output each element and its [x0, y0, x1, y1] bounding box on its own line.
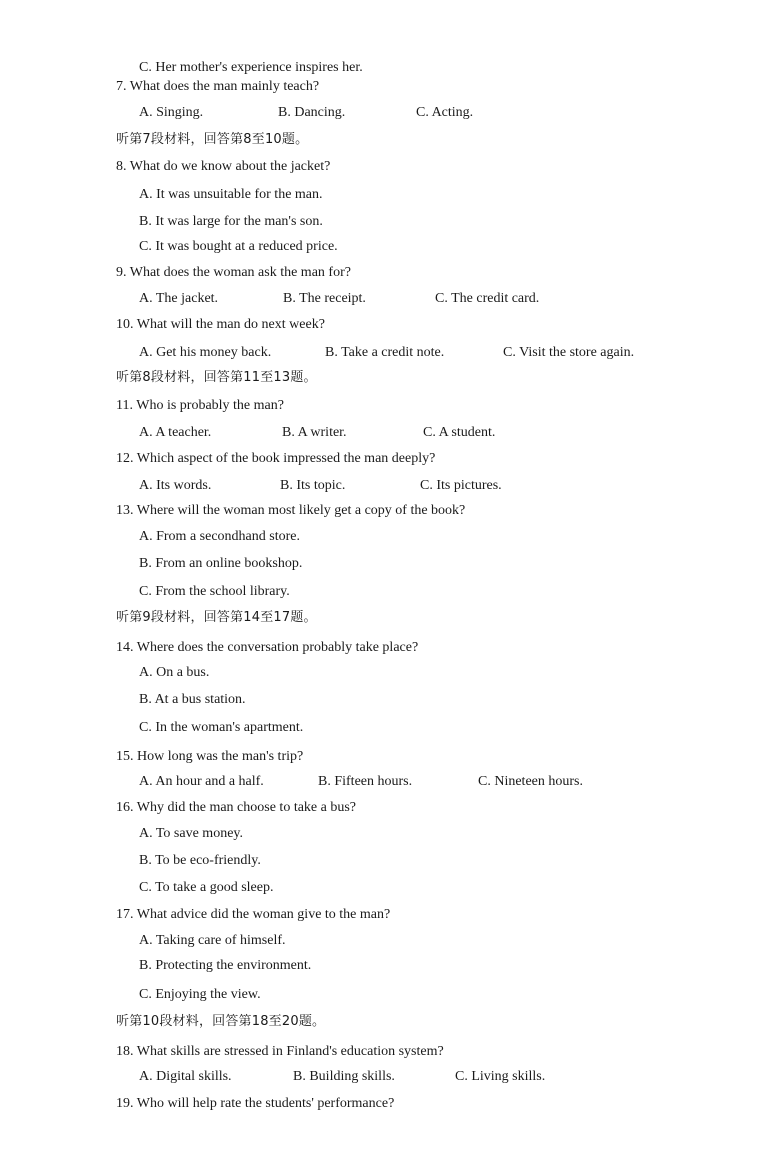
question-19: 19. Who will help rate the students' performance?: [116, 1096, 395, 1111]
question-15: 15. How long was the man's trip?: [116, 749, 304, 764]
option-c: C. A student.: [423, 425, 496, 440]
option-c: C. It was bought at a reduced price.: [139, 239, 338, 254]
option-c: C. In the woman's apartment.: [139, 720, 304, 735]
section-heading: 听第8段材料，回答第11至13题。: [116, 370, 317, 385]
question-8: 8. What do we know about the jacket?: [116, 159, 331, 174]
option-a: A. A teacher.: [139, 425, 212, 440]
option-a: A. From a secondhand store.: [139, 529, 300, 544]
option-b: B. Protecting the environment.: [139, 958, 312, 973]
option-b: B. From an online bookshop.: [139, 556, 303, 571]
option-a: A. An hour and a half.: [139, 774, 264, 789]
question-17: 17. What advice did the woman give to the man?: [116, 907, 391, 922]
option-a: A. Its words.: [139, 478, 212, 493]
option-c: C. Living skills.: [455, 1069, 546, 1084]
option-c: C. The credit card.: [435, 291, 540, 306]
option-b: B. A writer.: [282, 425, 347, 440]
question-11: 11. Who is probably the man?: [116, 398, 284, 413]
option-c: C. To take a good sleep.: [139, 880, 274, 895]
option-a: A. It was unsuitable for the man.: [139, 187, 323, 202]
option-a: A. On a bus.: [139, 665, 210, 680]
option-b: B. The receipt.: [283, 291, 366, 306]
option-c: C. Nineteen hours.: [478, 774, 583, 789]
option-b: B. At a bus station.: [139, 692, 246, 707]
option-a: A. The jacket.: [139, 291, 219, 306]
section-heading: 听第7段材料，回答第8至10题。: [116, 132, 309, 147]
option-c: C. Its pictures.: [420, 478, 502, 493]
option-a: A. Get his money back.: [139, 345, 272, 360]
option-a: A. Taking care of himself.: [139, 933, 286, 948]
question-7: 7. What does the man mainly teach?: [116, 79, 320, 94]
section-heading: 听第10段材料，回答第18至20题。: [116, 1014, 326, 1029]
question-13: 13. Where will the woman most likely get a copy of the book?: [116, 503, 466, 518]
option-b: B. Its topic.: [280, 478, 346, 493]
option-c: C. From the school library.: [139, 584, 290, 599]
option-a: A. Singing.: [139, 105, 204, 120]
question-14: 14. Where does the conversation probably take place?: [116, 640, 419, 655]
option-a: A. Digital skills.: [139, 1069, 232, 1084]
option-b: B. To be eco-friendly.: [139, 853, 261, 868]
option-b: B. Take a credit note.: [325, 345, 445, 360]
option-b: B. Building skills.: [293, 1069, 395, 1084]
question-12: 12. Which aspect of the book impressed the man deeply?: [116, 451, 436, 466]
option-b: B. It was large for the man's son.: [139, 214, 323, 229]
question-9: 9. What does the woman ask the man for?: [116, 265, 351, 280]
option-c: C. Visit the store again.: [503, 345, 635, 360]
option-b: B. Dancing.: [278, 105, 346, 120]
option-b: B. Fifteen hours.: [318, 774, 413, 789]
section-heading: 听第9段材料，回答第14至17题。: [116, 610, 317, 625]
question-10: 10. What will the man do next week?: [116, 317, 325, 332]
option-a: A. To save money.: [139, 826, 244, 841]
option-c: C. Enjoying the view.: [139, 987, 261, 1002]
option-c: C. Acting.: [416, 105, 474, 120]
question-18: 18. What skills are stressed in Finland's education system?: [116, 1044, 444, 1059]
question-16: 16. Why did the man choose to take a bus?: [116, 800, 357, 815]
option-line: C. Her mother's experience inspires her.: [139, 60, 363, 75]
